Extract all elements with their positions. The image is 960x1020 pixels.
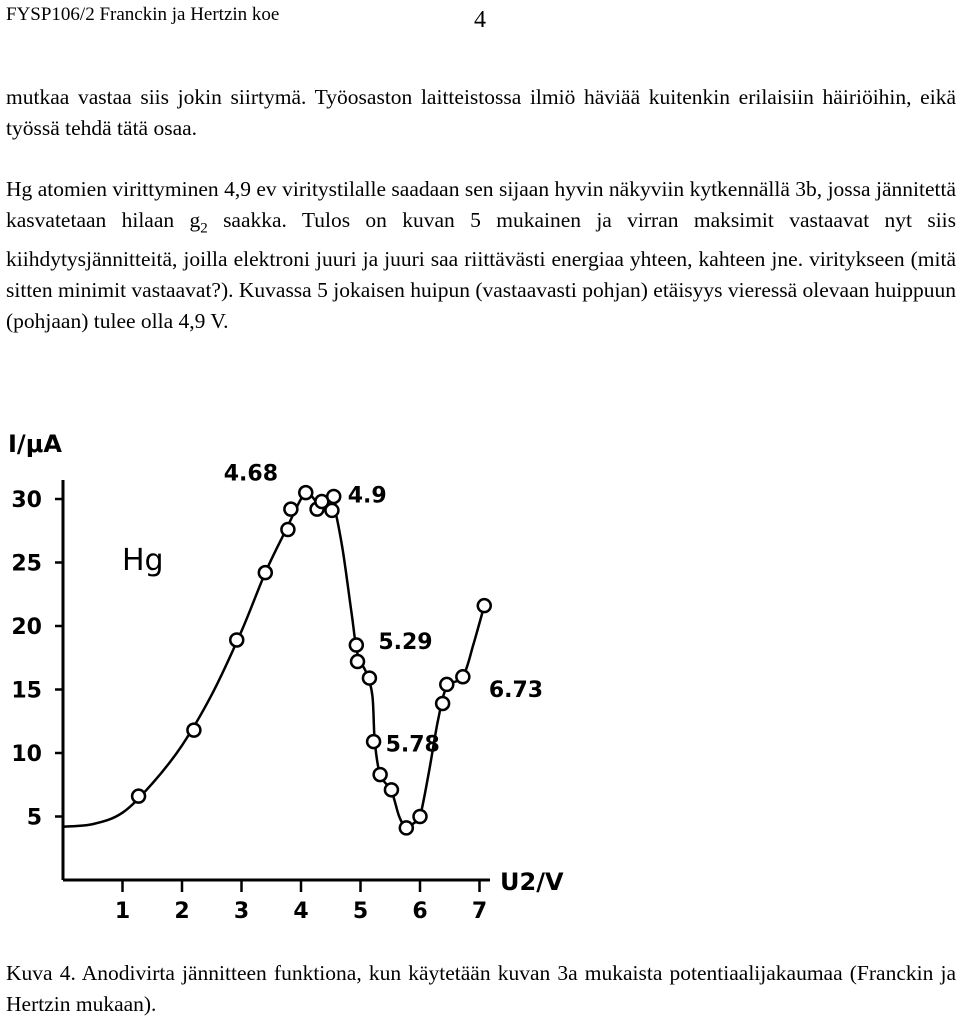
data-point [259,566,272,579]
y-tick-label: 5 [26,805,42,831]
data-points [132,486,491,834]
current-voltage-chart [0,420,600,940]
x-tick-label: 3 [233,899,250,924]
element-label: Hg [122,543,164,578]
data-point [325,504,338,517]
data-point [284,503,297,516]
peak-annotation: 5.29 [378,630,433,656]
figure-caption: Kuva 4. Anodivirta jännitteen funktiona, kun käytetään kuvan 3a mukaista potentiaalijakaumaa (Franckin ja Hertzin mukaan). [6,961,956,1016]
page-number: 4 [474,7,486,33]
y-tick-label: 10 [11,742,42,767]
data-point [385,783,398,796]
paragraph-2-part-2: saakka. Tulos on kuvan 5 mukainen ja virran maksimit vastaavat nyt siis kiihdytysjännitteitä, joilla elektroni juuri ja juuri saa riittävästi energiaa yhteen, kahteen jne. viritykseen (mitä sitten minimit vastaavat?). Kuvassa 5 jokaisen huipun (vastaavasti pohjan) etäisyys vieressä olevaan huippuun (pohjaan) tulee olla 4,9 V. [6,208,957,334]
paragraph-1: mutkaa vastaa siis jokin siirtymä. Työosaston laitteistossa ilmiö häviää kuitenkin erilaisiin häiriöihin, eikä työssä tehdä tätä osaa. [6,85,956,140]
x-tick-label: 4 [293,899,309,924]
y-ticks [11,488,63,831]
data-point [281,523,294,536]
y-axis-label: I/μA [8,430,62,458]
x-tick-label: 6 [412,899,428,924]
data-point [400,821,413,834]
y-tick-label: 20 [11,615,42,640]
paragraph-2-part-1: Hg atomien virittyminen 4,9 ev viritystilalle saadaan sen sijaan hyvin näkyviin kytkennällä 3b, jossa jännitettä kasvatetaan hilaan g [6,177,956,232]
peak-annotations [224,462,543,758]
x-tick-label: 2 [174,899,190,924]
data-point [478,599,491,612]
x-axis-label: U2/V [500,868,564,896]
data-point [367,735,380,748]
x-tick-label: 1 [114,899,131,924]
data-point [363,672,376,685]
y-tick-label: 25 [11,551,42,577]
y-tick-label: 30 [11,488,42,513]
data-point [230,633,243,646]
data-point [436,697,449,710]
data-point [327,490,340,503]
page-header [6,4,486,33]
data-point [187,724,200,737]
peak-annotation: 4.9 [347,483,387,509]
x-tick-label: 5 [352,899,369,924]
data-point [456,670,469,683]
x-ticks [115,880,487,924]
y-tick-label: 15 [11,678,42,704]
data-point [414,810,427,823]
running-title: FYSP106/2 Franckin ja Hertzin koe [6,4,280,25]
peak-annotation: 5.78 [385,732,440,758]
data-point [440,678,453,691]
peak-annotation: 4.68 [223,461,279,487]
data-point [132,790,145,803]
x-tick-label: 7 [471,899,488,924]
data-point [299,486,312,499]
data-point [374,768,387,781]
paragraph-2-subscript: 2 [200,220,208,237]
paragraph-2 [6,174,956,337]
data-point [351,655,364,668]
data-point [350,639,363,652]
peak-annotation: 6.73 [488,677,544,703]
